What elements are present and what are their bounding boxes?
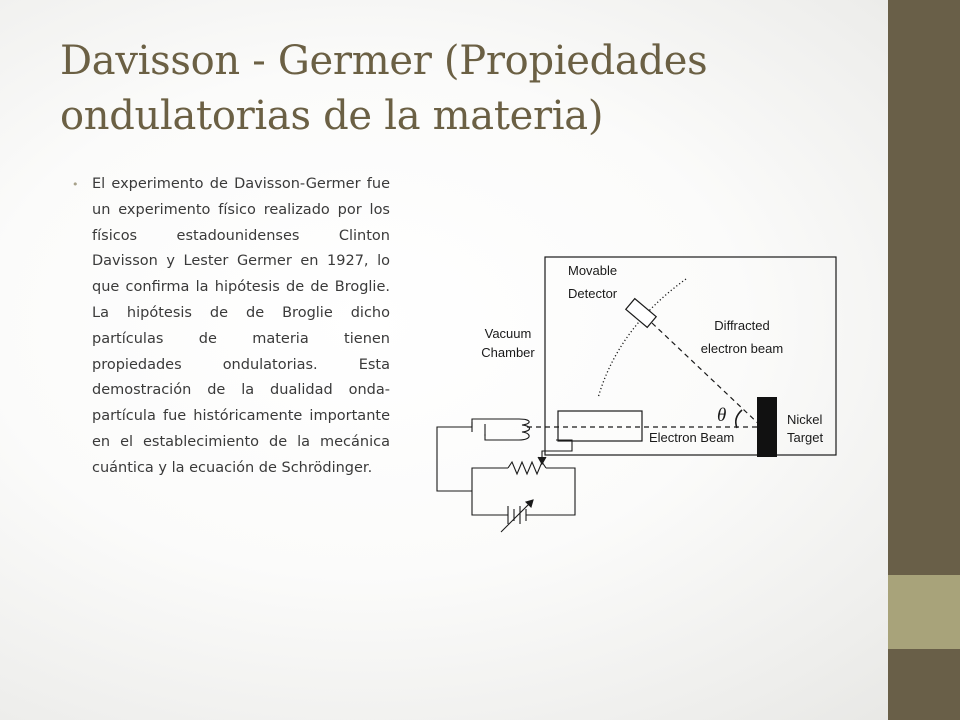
diffracted-beam-label-2: electron beam [700, 341, 784, 356]
movable-detector-label-1: Movable [568, 263, 618, 278]
electron-beam-label: Electron Beam [649, 430, 735, 445]
bullet-text: El experimento de Davisson-Germer fue un experimento físico realizado por los físicos estadounidenses Clinton Davisson y Lester Germer en 1927, lo que confirma la hipótesis de de Broglie. La hipótesis de de Broglie dicho partículas de materia tienen propiedades ondulatorias. Esta demostración de la dualidad onda-partícula fue históricamente importante en el establecimiento de la mecánica cuántica y la ecuación de Schrödinger. [92, 176, 390, 476]
movable-detector-icon [626, 299, 656, 328]
accelerating-circuit [472, 462, 575, 532]
movable-detector-label-2: Detector [568, 286, 618, 301]
bullet-dot-icon: • [72, 178, 79, 191]
diffracted-beam-label-1: Diffracted [714, 318, 770, 333]
theta-label: θ [717, 405, 727, 426]
vacuum-chamber-label-1: Vacuum [484, 326, 532, 341]
diffracted-beam-line [652, 323, 762, 427]
electron-gun-box [558, 411, 642, 441]
slide-title: Davisson - Germer (Propiedades ondulatorias de la materia) [60, 38, 708, 139]
nickel-target-label-1: Nickel [787, 412, 823, 427]
nickel-target-block [757, 397, 777, 457]
nickel-target-label-2: Target [787, 430, 824, 445]
vacuum-chamber-label-2: Chamber [481, 345, 535, 360]
angle-arc-icon [736, 410, 742, 428]
